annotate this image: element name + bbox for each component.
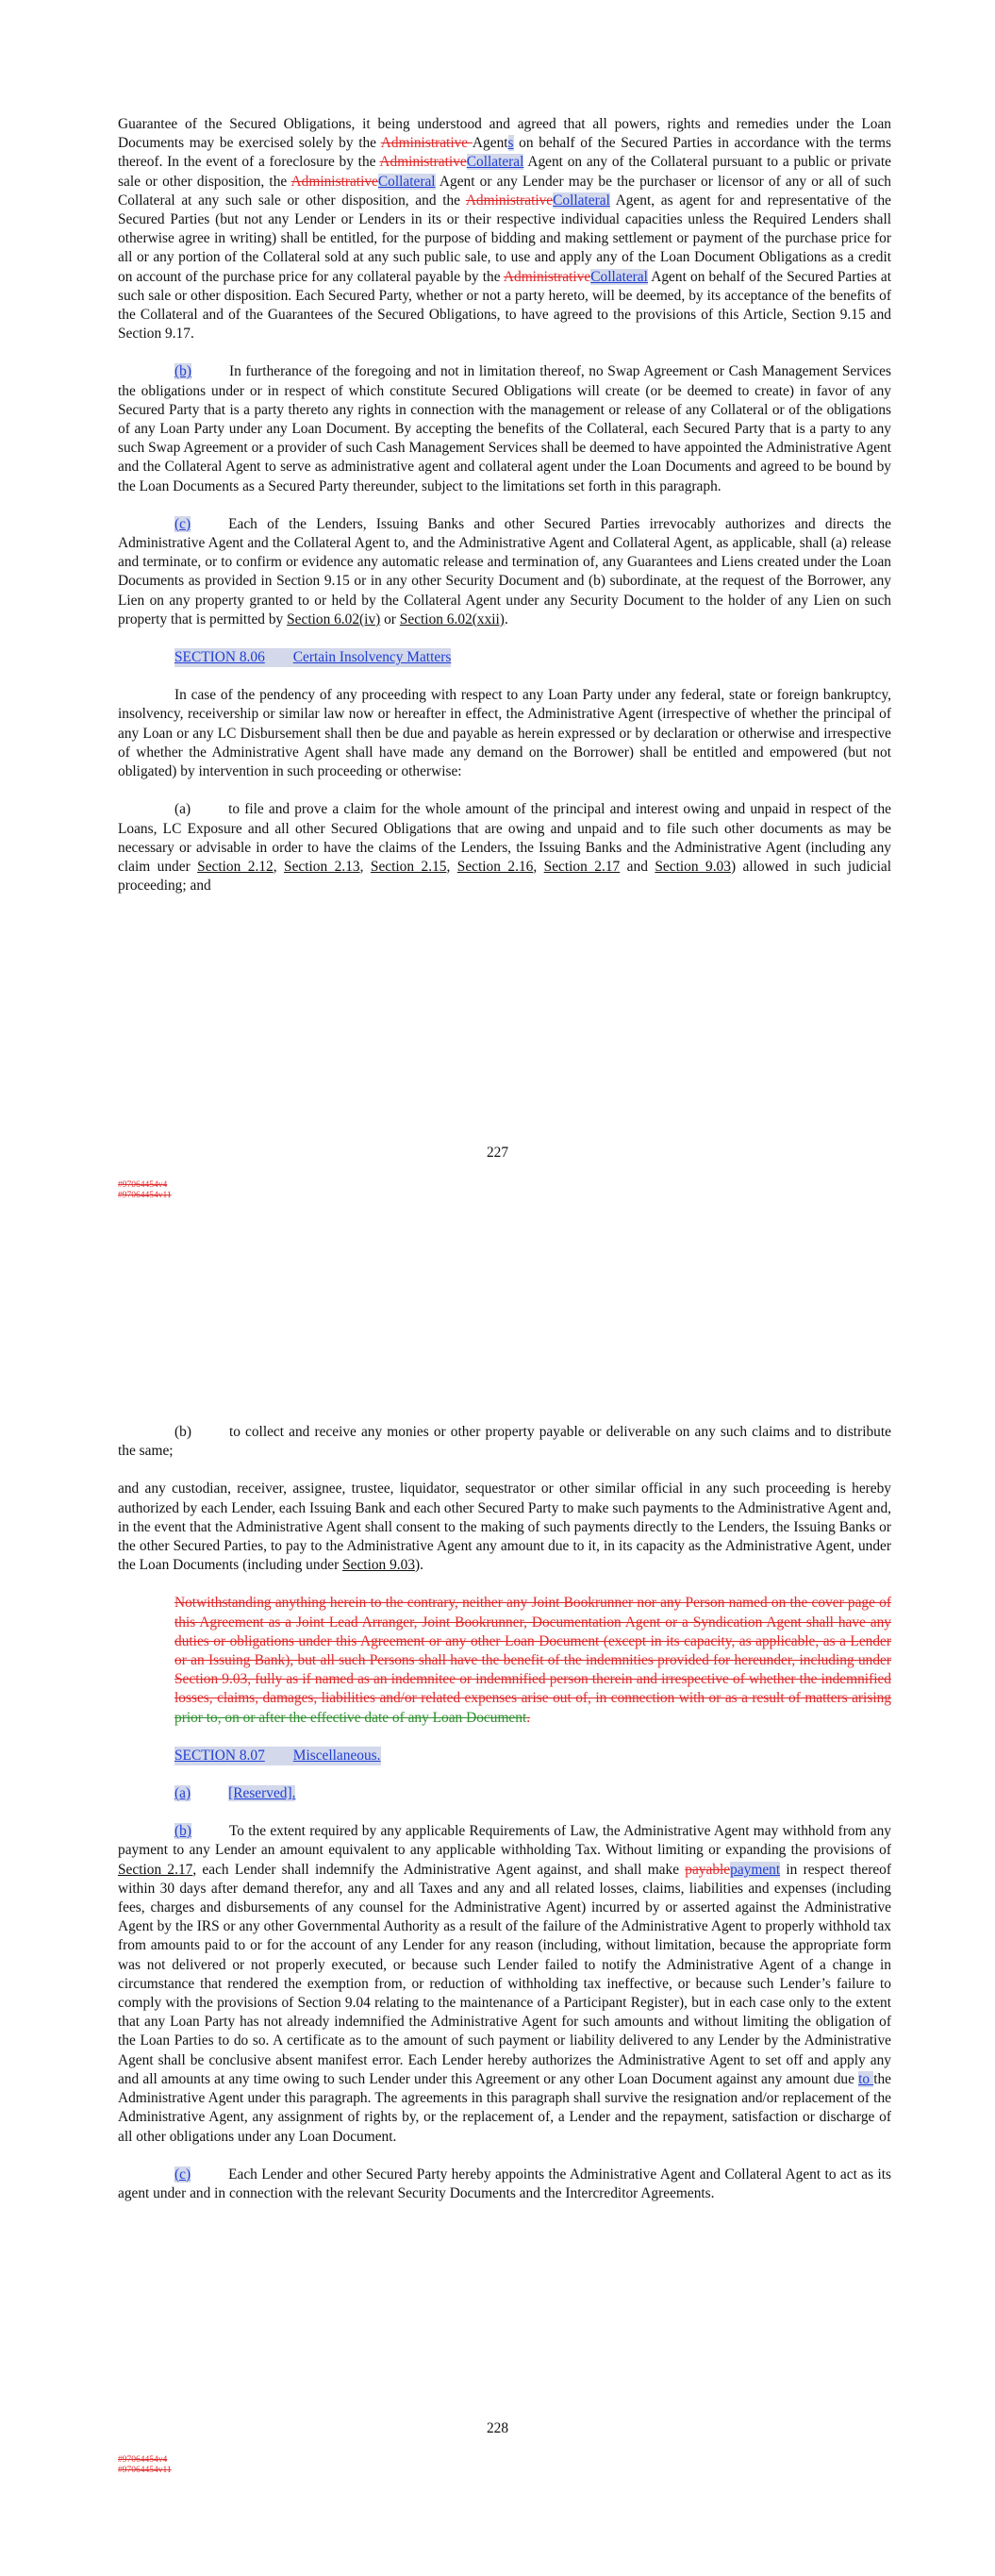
paragraph-text: and any custodian, receiver, assignee, trustee, liquidator, sequestrator or other similar official in any such proceeding is hereby authorized by each Lender, each Issuing Bank and each other Secured Party to make such payments to the Administrative Agent and, in the event that the Administrative Agent shall consent to the making of such payments directly to the Lenders, the Issuing Banks or the other Secured Parties, to pay to the Administrative Agent any amount due to it, in its capacity as the Administrative Agent, under the Loan Documents (including under	[118, 1480, 891, 1574]
doc-id-new: #97064454v11	[118, 1191, 172, 1200]
section-number: SECTION 8.07	[174, 1747, 265, 1764]
deletion: Administrative	[380, 135, 473, 152]
text: Guarantee of the Secured Obligations, it being understood and agreed that all powers, rights and remedies under the Loan Documents may be exercised solely by the	[118, 116, 891, 152]
paragraph-text: to collect and receive any monies or other property payable or deliverable on any such claims and to distribute the same;	[118, 1424, 891, 1460]
section-reference: Section 2.17	[543, 858, 621, 875]
paragraph-text: [Reserved].	[228, 1785, 296, 1802]
doc-id-new: #97064454v11	[118, 2466, 172, 2475]
insertion: to	[858, 2070, 874, 2087]
section-reference: Section 2.13	[284, 858, 360, 875]
section-reference: Section 9.03	[342, 1557, 416, 1574]
section-reference: Section 6.02(xxii)	[399, 611, 505, 627]
moved-text: prior to, on or after the effective date of any Loan Document	[174, 1709, 527, 1726]
paragraph-a: (a) to file and prove a claim for the whole amount of the principal and interest owing and unpaid in respect of the Loans, LC Exposure and all other Secured Obligations that are owing and unpaid and to file such other documents as may be necessary or advisable in order to have the claims of the Lenders, the Issuing Banks and the Administrative Agent (including any claim under Section 2.12, Section 2.13, Section 2.15, Section 2.16, Section 2.17 and Section 9.03) allowed in such judicial proceeding; and	[118, 801, 891, 895]
paragraph-c-appoints	[118, 2166, 891, 2203]
deletion: .	[526, 1709, 531, 1726]
paragraph-b-withholding: (b) To the extent required by any applicable Requirements of Law, the Administrative Agent may withhold from any payment to any Lender an amount equivalent to any applicable withholding Tax. Without limiting or expanding the provisions of Section 2.17, each Lender shall indemnify the Administrative Agent against, and shall make payablepayment in respect thereof within 30 days after demand therefor, any and all Taxes and any and all related losses, claims, liabilities and expenses (including fees, charges and disbursements of any counsel for the Administrative Agent) incurred by or asserted against the Administrative Agent by the IRS or any other Governmental Authority as a result of the failure of the Administrative Agent to properly withhold tax from amounts paid to or for the account of any Lender for any reason (including, without limitation, because the appropriate form was not delivered or not properly executed, or because such Lender failed to notify the Administrative Agent of a change in circumstance that rendered the exemption from, or reduction of withholding tax ineffective, or because such Lender’s failure to comply with the provisions of Section 9.04 relating to the maintenance of a Participant Register), but in each case only to the extent that any Loan Party has not already indemnified the Administrative Agent for such amounts and without limiting the obligation of the Loan Parties to do so. A certificate as to the amount of such payment or liability delivered to any Lender by the Administrative Agent shall be conclusive absent manifest error. Each Lender hereby authorizes the Administrative Agent to set off and apply any and all amounts at any time owing to such Lender under this Agreement or any other Loan Document against any amount due to the Administrative Agent under this paragraph. The agreements in this paragraph shall survive the resignation and/or replacement of the Administrative Agent, any assignment of rights by, or the replacement of, a Lender and the repayment, satisfaction or discharge of all other obligations under any Loan Document.	[118, 1823, 891, 2145]
deletion: Administrative	[503, 268, 591, 285]
paragraph-marker: (c)	[174, 2166, 191, 2183]
deletion: payable	[685, 1861, 731, 1878]
insertion: Collateral	[590, 268, 648, 285]
paragraph-marker: (b)	[174, 363, 191, 380]
section-title: Certain Insolvency Matters	[292, 649, 452, 666]
document-id-footer	[118, 1180, 172, 1201]
paragraph-text: to file and prove a claim for the whole amount of the principal and interest owing and unpaid in respect of the Loans, LC Exposure and all other Secured Obligations that are owing and unpaid and to file such other documents as may be necessary or advisable in order to have the claims of the Lenders, the Issuing Banks and the Administrative Agent (including any claim under	[118, 801, 891, 875]
insertion: Collateral	[553, 192, 610, 209]
page-228-body	[118, 1423, 891, 2203]
section-reference: Section 2.12	[197, 858, 274, 875]
deletion: Administrative	[465, 192, 554, 209]
deletion: Administrative	[290, 173, 378, 190]
paragraph-marker: (b)	[174, 1424, 191, 1440]
section-title: Miscellaneous.	[292, 1747, 381, 1764]
paragraph-b	[118, 362, 891, 495]
insertion: Collateral	[466, 154, 524, 171]
doc-id-old: #97064454v4	[118, 1180, 168, 1190]
page-number: 228	[486, 2420, 509, 2436]
section-number: SECTION 8.06	[174, 649, 265, 666]
paragraph-text: Each Lender and other Secured Party hereby appoints the Administrative Agent and Collateral Agent to act as its agent under and in connection with the relevant Security Documents and the Intercreditor Agreements.	[118, 2166, 891, 2201]
page-228	[0, 1312, 995, 2576]
paragraph-insolvency: In case of the pendency of any proceeding with respect to any Loan Party under any federal, state or foreign bankruptcy, insolvency, receivership or similar law now or hereafter in effect, the Administrative Agent (irrespective of whether the principal of any Loan or any LC Disbursement shall then be due and payable as herein expressed or by declaration or otherwise and irrespective of whether the Administrative Agent shall have made any demand on the Borrower) shall be entitled and empowered (but not obligated) by intervention in such proceeding or otherwise:	[118, 687, 891, 780]
text: Agent or any Lender may be the purchaser or licensor of any or all of such Collateral at any such sale or other disposition, and the	[118, 173, 891, 209]
section-reference: Section 2.16	[456, 858, 534, 875]
section-reference: Section 6.02(iv)	[287, 611, 381, 627]
text: Agent	[472, 135, 508, 152]
paragraph-text: In furtherance of the foregoing and not in limitation thereof, no Swap Agreement or Cash Management Services the obligations under or in respect of which constitute Secured Obligations will create (or be deemed to create) in favor of any Secured Party that is a party thereto any rights in connection with the management or release of any Collateral or of the obligations of any Loan Party under any Loan Document. By accepting the benefits of the Collateral, each Secured Party that is a party to any such Swap Agreement or a provider of such Cash Management Services shall be deemed to have appointed the Administrative Agent and the Collateral Agent to serve as administrative agent and collateral agent under the Loan Documents and agreed to be bound by the Loan Documents as a Secured Party thereunder, subject to the limitations set forth in this paragraph.	[118, 363, 891, 494]
paragraph-marker: (a)	[174, 801, 191, 818]
paragraph-deleted-bookrunner	[174, 1594, 891, 1727]
paragraph-guarantee	[118, 115, 891, 343]
paragraph-a-reserved	[118, 1784, 891, 1803]
text: on behalf of the Secured Parties in accordance with the terms thereof. In the event of a foreclosure by the	[118, 135, 891, 171]
paragraph-marker: (c)	[174, 515, 191, 532]
doc-id-old: #97064454v4	[118, 2455, 168, 2465]
page-227-body	[118, 115, 891, 895]
section-reference: Section 9.03	[655, 858, 731, 875]
page-number: 227	[486, 1145, 509, 1161]
paragraph-marker: (a)	[174, 1785, 191, 1802]
text: Agent, as agent for and representative of the Secured Parties (but not any Lender or Lenders in its or their respective individual capacities unless the Required Lenders shall otherwise agree in writing) shall be entitled, for the purpose of bidding and making settlement or payment of the purchase price for all or any portion of the Collateral sold at any such public sale, to use and apply any of the Loan Document Obligations as a credit on account of the purchase price for any collateral payable by the	[118, 192, 892, 285]
paragraph-text: To the extent required by any applicable Requirements of Law, the Administrative Agent may withhold from any payment to any Lender an amount equivalent to any applicable withholding Tax. Without limiting or expanding the provisions of	[118, 1823, 891, 1859]
paragraph-text: Each of the Lenders, Issuing Banks and other Secured Parties irrevocably authorizes and directs the Administrative Agent and the Collateral Agent to, and the Administrative Agent and Collateral Agent, as applicable, shall (a) release and terminate, or to confirm or evidence any automatic release and termination of, any Guarantees and Liens created under the Loan Documents as provided in Section 9.15 or in any other Security Document and (b) subordinate, at the request of the Borrower, any Lien on any property granted to or held by the Collateral Agent under any Security Document to the holder of any Lien on such property that is permitted by	[118, 515, 891, 627]
document-id-footer	[118, 2455, 172, 2476]
section-reference: Section 2.17	[118, 1861, 193, 1878]
section-reference: Section 2.15	[370, 858, 447, 875]
insertion: Collateral	[377, 173, 436, 190]
section-heading-8-07	[118, 1747, 891, 1765]
deletion: Administrative	[379, 154, 467, 171]
section-heading-8-06	[118, 648, 891, 667]
deletion: Notwithstanding anything herein to the contrary, neither any Joint Bookrunner nor any Person named on the cover page of this Agreement as a Joint Lead Arranger, Joint Bookrunner, Documentation Agent or a Syndication Agent shall have any duties or obligations under this Agreement or any other Loan Document (except in its capacity, as applicable, as a Lender or an Issuing Bank), but all such Persons shall have the benefit of the indemnities provided for hereunder, including under Section 9.03, fully as if named as an indemnitee or indemnified person therein and irrespective of whether the indemnified losses, claims, damages, liabilities and/or related expenses arise out of, in connection with or as a result of matters arising	[174, 1595, 891, 1707]
insertion: payment	[730, 1861, 781, 1878]
paragraph-c: (c) Each of the Lenders, Issuing Banks and other Secured Parties irrevocably authorizes and directs the Administrative Agent and the Collateral Agent to, and the Administrative Agent and Collateral Agent, as applicable, shall (a) release and terminate, or to confirm or evidence any automatic release and termination of, any Guarantees and Liens created under the Loan Documents as provided in Section 9.15 or in any other Security Document and (b) subordinate, at the request of the Borrower, any Lien on any property granted to or held by the Collateral Agent under any Security Document to the holder of any Lien on such property that is permitted by Section 6.02(iv) or Section 6.02(xxii).	[118, 515, 891, 627]
text: Agent on any of the Collateral pursuant to a public or private sale or other disposition, the	[118, 154, 891, 190]
paragraph-b-collect	[118, 1423, 891, 1461]
insertion: s	[507, 135, 514, 152]
paragraph-marker: (b)	[174, 1823, 191, 1840]
paragraph-custodian: and any custodian, receiver, assignee, trustee, liquidator, sequestrator or other similar official in any such proceeding is hereby authorized by each Lender, each Issuing Bank and each other Secured Party to make such payments to the Administrative Agent and, in the event that the Administrative Agent shall consent to the making of such payments directly to the Lenders, the Issuing Banks or the other Secured Parties, to pay to the Administrative Agent any amount due to it, in its capacity as the Administrative Agent, under the Loan Documents (including under Section 9.03).	[118, 1480, 891, 1574]
text: Agent on behalf of the Secured Parties at such sale or other disposition. Each Secured Party, whether or not a party hereto, will be deemed, by its acceptance of the benefits of the Collateral and of the Guarantees of the Secured Obligations, to have agreed to the provisions of this Article, Section 9.15 and Section 9.17.	[118, 268, 892, 343]
